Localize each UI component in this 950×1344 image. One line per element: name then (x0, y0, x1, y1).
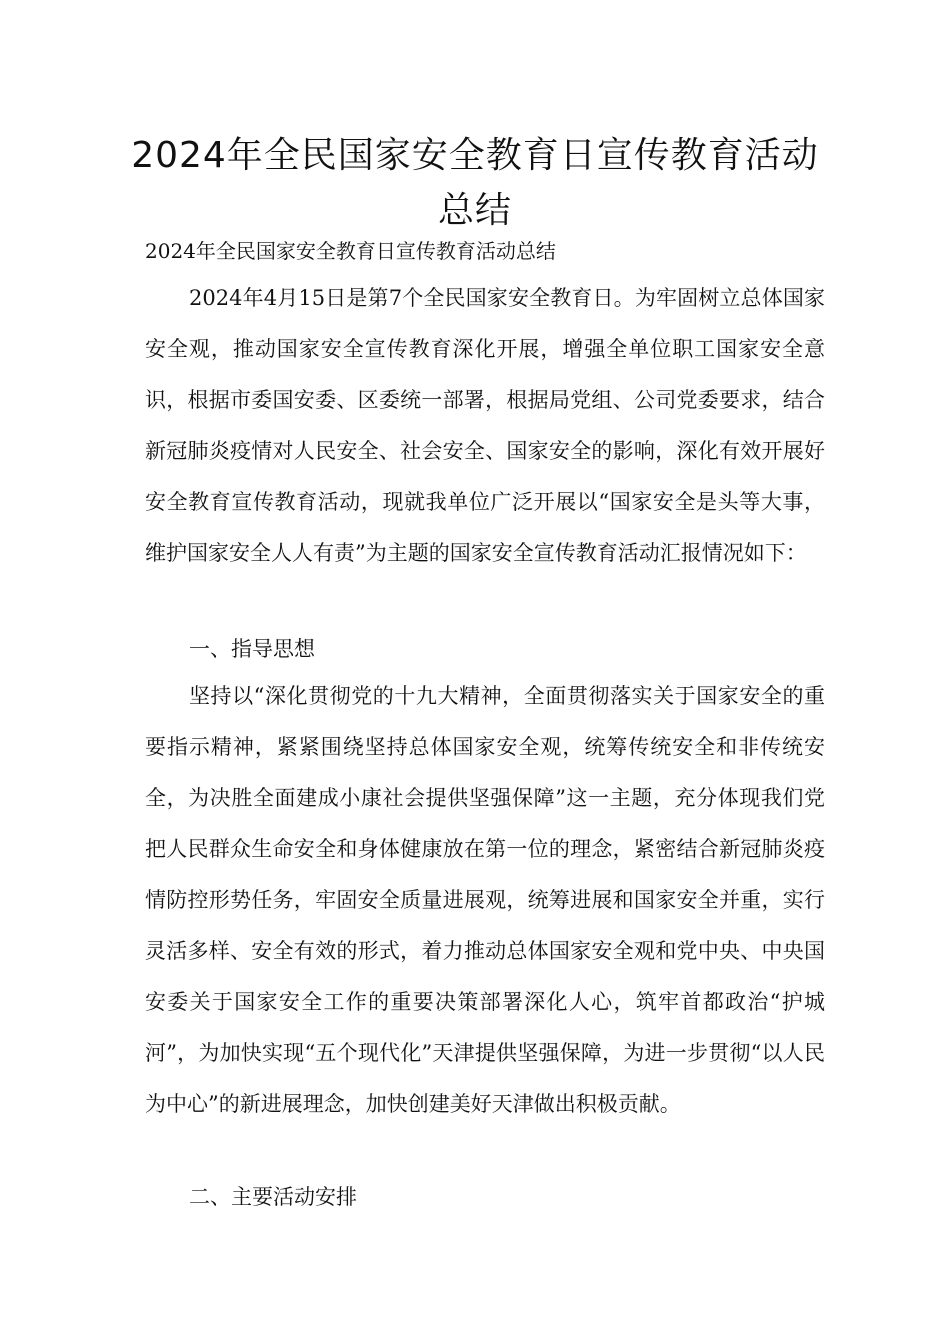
document-title: 2024年全民国家安全教育日宣传教育活动总结 (131, 135, 819, 231)
document-subtitle: 2024年全民国家安全教育日宣传教育活动总结 (145, 239, 556, 263)
guiding-ideology-paragraph: 坚持以“深化贯彻党的十九大精神，全面贯彻落实关于国家安全的重要指示精神，紧紧围绕坚持总体国家安全观，统筹传统安全和非传统安全，为决胜全面建成小康社会提供坚强保障”这一主题，充分体现我们党把人民群众生命安全和身体健康放在第一位的理念，紧密结合新冠肺炎疫情防控形势任务，牢固安全质量进展观，统筹进展和国家安全并重，实行灵活多样、安全有效的形式，着力推动总体国家安全观和党中央、中央国安委关于国家安全工作的重要决策部署深化人心，筑牢首都政治“护城河”，为加快实现“五个现代化”天津提供坚强保障，为进一步贯彻“以人民为中心”的新进展理念，加快创建美好天津做出积极贡献。 (145, 684, 825, 1116)
section-heading-main-activities: 二、主要活动安排 (189, 1185, 357, 1209)
intro-paragraph: 2024年4月15日是第7个全民国家安全教育日。为牢固树立总体国家安全观，推动国家安全宣传教育深化开展，增强全单位职工国家安全意识，根据市委国安委、区委统一部署，根据局党组、公司党委要求，结合新冠肺炎疫情对人民安全、社会安全、国家安全的影响，深化有效开展好安全教育宣传教育活动，现就我单位广泛开展以“国家安全是头等大事，维护国家安全人人有责”为主题的国家安全宣传教育活动汇报情况如下： (145, 286, 825, 565)
section-heading-guiding-ideology: 一、指导思想 (189, 637, 315, 661)
